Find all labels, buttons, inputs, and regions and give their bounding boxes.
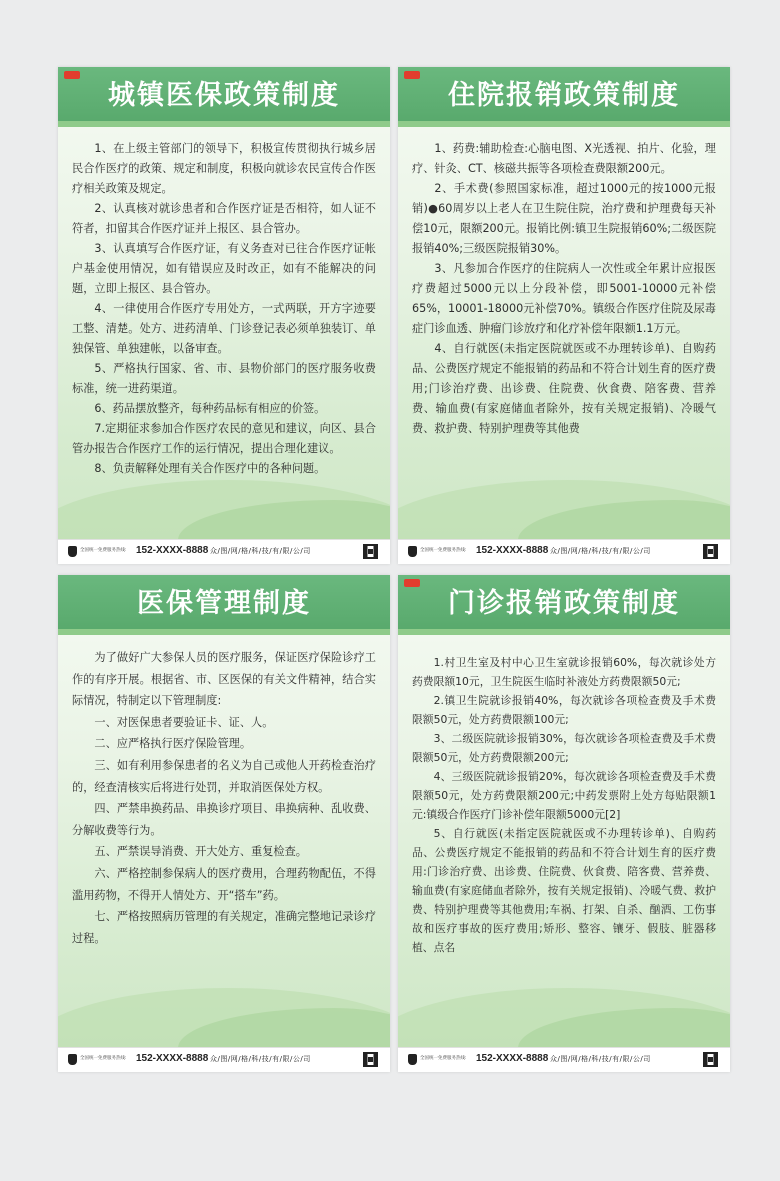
paragraph: 1、药费:辅助检查:心脑电图、X光透视、拍片、化验，理疗、针灸、CT、核磁共振等各项检查费限额200元。 [412, 142, 716, 175]
policy-board-outpatient [398, 575, 730, 1072]
board-footer [58, 539, 390, 564]
board-header [58, 67, 390, 127]
board-footer [398, 1047, 730, 1072]
paragraph: 2.镇卫生院就诊报销40%，每次就诊各项检查费及手术费限额50元，处方药费限额100元; [412, 694, 716, 726]
qr-code-icon [363, 544, 378, 559]
qr-code-icon [363, 1052, 378, 1067]
board-body [398, 139, 730, 439]
paragraph: 2、手术费(参照国家标准，超过1000元的按1000元报销)●60周岁以上老人在卫生院住院，治疗费和护理费每天补偿10元，限额200元。报销比例:镇卫生院报销60%;二级医院报销40%;三级医院报销30%。 [412, 182, 716, 255]
qr-code-icon [703, 544, 718, 559]
phone-number: 152-XXXX-8888 [136, 1053, 209, 1064]
board-title: 城镇医保政策制度 [108, 80, 340, 111]
paragraph: 5、严格执行国家、省、市、县物价部门的医疗服务收费标准，统一进药渠道。 [72, 362, 376, 395]
board-title: 住院报销政策制度 [448, 80, 680, 111]
paragraph: 3、二级医院就诊报销30%，每次就诊各项检查费及手术费限额50元，处方药费限额200元; [412, 732, 716, 764]
paragraph: 三、如有利用参保患者的名义为自己或他人开药检查治疗的，经查清核实后将进行处罚，并取消医保处方权。 [72, 758, 376, 794]
paragraph: 1、在上级主管部门的领导下，积极宣传贯彻执行城乡居民合作医疗的政策、规定和制度，积极向就诊农民宣传合作医疗相关政策及规定。 [72, 142, 376, 195]
paragraph: 六、严格控制参保病人的医疗费用，合理药物配伍，不得滥用药物，不得开人情处方、开“搭车”药。 [72, 866, 376, 902]
board-body [398, 653, 730, 957]
policy-board-insurance-management [58, 575, 390, 1072]
paragraph: 一、对医保患者要验证卡、证、人。 [94, 715, 274, 729]
phone-icon [68, 546, 77, 557]
paragraph: 4、自行就医(未指定医院就医或不办理转诊单)、自购药品、公费医疗规定不能报销的药品和不符合计划生育的医疗费用;门诊治疗费、出诊费、住院费、伙食费、陪客费、营养费、输血费(有家庭储血者除外，按有关规定报销)、冷暖气费、救护费、特别护理费等其他费 [412, 342, 716, 435]
paragraph: 8、负责解释处理有关合作医疗中的各种问题。 [94, 462, 326, 475]
paragraph: 1.村卫生室及村中心卫生室就诊报销60%，每次就诊处方药费限额10元，卫生院医生临时补液处方药费限额50元; [412, 656, 716, 688]
board-footer [58, 1047, 390, 1072]
phone-icon [408, 546, 417, 557]
header-divider [398, 629, 730, 635]
board-title: 医保管理制度 [137, 588, 311, 619]
paragraph: 五、严禁误导消费、开大处方、重复检查。 [94, 845, 307, 859]
paragraph: 5、自行就医(未指定医院就医或不办理转诊单)、自购药品、公费医疗规定不能报销的药品和不符合计划生育的医疗费用:门诊治疗费、出诊费、住院费、伙食费、陪客费、营养费、输血费(有家庭储血者除外，按有关规定报销)、冷暖气费、救护费、特别护理费等其他费用;车祸、打架、自杀、酗酒、工伤事故和医疗事故的医疗费用;矫形、整容、镶牙、假肢、脏器移植、点名 [412, 827, 716, 954]
policy-board-inpatient [398, 67, 730, 564]
paragraph: 4、三级医院就诊报销20%，每次就诊各项检查费及手术费限额50元，处方药费限额200元;中药发票附上处方每贴限额1元:镇级合作医疗门诊补偿年限额5000元[2] [412, 770, 716, 821]
board-body [58, 139, 390, 479]
paragraph: 3、凡参加合作医疗的住院病人一次性或全年累计应报医疗费超过5000元以上分段补偿，即5001-10000元补偿65%，10001-18000元补偿70%。镇级合作医疗住院及尿毒症门诊血透、肿瘤门诊放疗和化疗补偿年限额1.1万元。 [412, 262, 716, 335]
company-slogan: 众/图/网/格/科/技/有/限/公/司 [550, 1055, 651, 1063]
hotline-label: 全国统一免费服务热线: [80, 1056, 127, 1061]
board-header [398, 575, 730, 635]
paragraph: 3、认真填写合作医疗证，有义务查对已往合作医疗证帐户基金使用情况，如有错误应及时改正，如有不能解决的问题，立即上报区、县合管办。 [72, 242, 376, 295]
board-header [398, 67, 730, 127]
header-divider [58, 121, 390, 127]
phone-icon [408, 1054, 417, 1065]
paragraph: 6、药品摆放整齐，每种药品标有相应的价签。 [94, 402, 326, 415]
board-footer [398, 539, 730, 564]
board-title: 门诊报销政策制度 [448, 588, 680, 619]
paragraph: 4、一律使用合作医疗专用处方，一式两联，开方字迹要工整、清楚。处方、进药清单、门诊登记表必须单独装订、单独保管、单独建帐，以备审查。 [72, 302, 376, 355]
board-header [58, 575, 390, 635]
header-divider [58, 629, 390, 635]
paragraph: 四、严禁串换药品、串换诊疗项目、串换病种、乱收费、分解收费等行为。 [72, 802, 376, 837]
board-body [58, 647, 390, 949]
qr-code-icon [703, 1052, 718, 1067]
phone-icon [68, 1054, 77, 1065]
paragraph: 二、应严格执行医疗保险管理。 [94, 737, 252, 751]
company-slogan: 众/图/网/格/科/技/有/限/公/司 [210, 547, 311, 555]
paragraph: 为了做好广大参保人员的医疗服务，保证医疗保险诊疗工作的有序开展。根据省、市、区医保的有关文件精神，结合实际情况，特制定以下管理制度: [72, 651, 376, 708]
hotline-label: 全国统一免费服务热线: [80, 548, 127, 553]
hotline-label: 全国统一免费服务热线: [420, 548, 467, 553]
paragraph: 7.定期征求参加合作医疗农民的意见和建议，向区、县合管办报告合作医疗工作的运行情况，提出合理化建议。 [72, 422, 376, 455]
company-slogan: 众/图/网/格/科/技/有/限/公/司 [210, 1055, 311, 1063]
paragraph: 2、认真核对就诊患者和合作医疗证是否相符，如人证不符者，扣留其合作医疗证并上报区、县合管办。 [72, 202, 376, 235]
header-divider [398, 121, 730, 127]
phone-number: 152-XXXX-8888 [476, 1053, 549, 1064]
paragraph: 七、严格按照病历管理的有关规定，准确完整地记录诊疗过程。 [72, 910, 376, 945]
phone-number: 152-XXXX-8888 [476, 545, 549, 556]
phone-number: 152-XXXX-8888 [136, 545, 209, 556]
hotline-label: 全国统一免费服务热线: [420, 1056, 467, 1061]
company-slogan: 众/图/网/格/科/技/有/限/公/司 [550, 547, 651, 555]
policy-board-urban-insurance [58, 67, 390, 564]
